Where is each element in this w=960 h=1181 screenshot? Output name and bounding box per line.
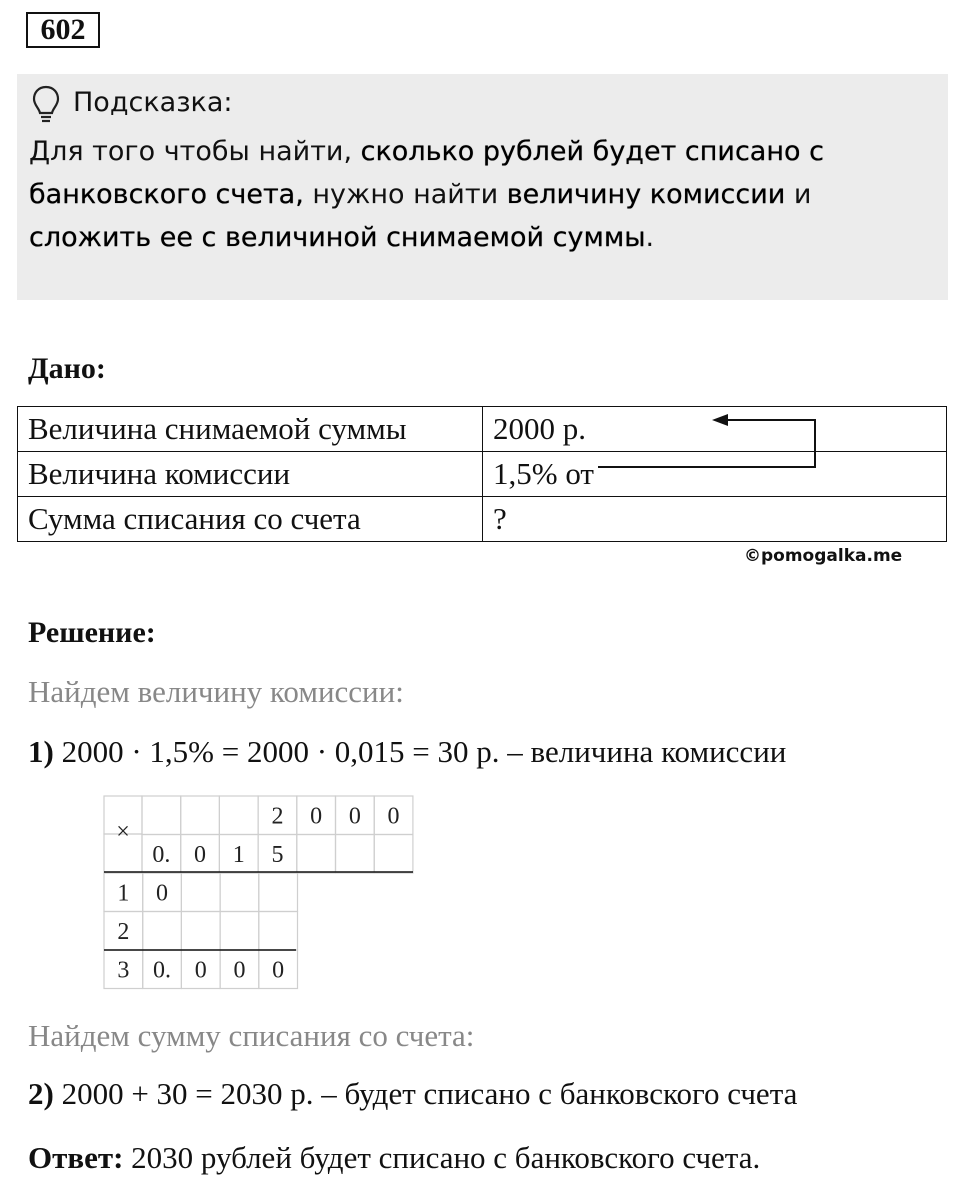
solution-note-2: Найдем сумму списания со счета: <box>28 1018 475 1053</box>
answer <box>28 1140 760 1176</box>
grid-digit: 5 <box>271 841 284 868</box>
hint-text: Для того чтобы найти, сколько рублей будет списано с банковского счета, нужно найти величину комиссии и сложить ее с величиной снимаемой суммы. <box>29 136 824 253</box>
grid-digit: 0 <box>387 803 400 830</box>
solution-step-1: 1) 2000 · 1,5% = 2000 · 0,015 = 30 р. – величина комиссии <box>28 734 787 769</box>
given-value: 2000 р. <box>483 407 947 452</box>
given-label: Величина комиссии <box>18 452 483 497</box>
grid-cell <box>181 873 220 912</box>
solution-step-2: 2) 2000 + 30 = 2030 р. – будет списано с банковского счета <box>28 1076 798 1111</box>
grid-digit: 0 <box>272 957 285 984</box>
answer-label: Ответ: <box>28 1140 124 1175</box>
given-label: Величина снимаемой суммы <box>18 407 483 452</box>
grid-cell <box>297 835 336 874</box>
given-value: 1,5% от <box>483 452 947 497</box>
task-number: 602 <box>26 12 100 48</box>
solution-note-1: Найдем величину комиссии: <box>28 674 404 709</box>
grid-digit: 0. <box>152 841 171 868</box>
grid-digit: 0 <box>348 803 361 830</box>
hint-emphasis-1: сколько рублей будет списано с банковского счета, <box>29 136 824 210</box>
hint-emphasis-3: сложить ее с величиной снимаемой суммы <box>29 222 646 253</box>
grid-digit: 0 <box>194 957 207 984</box>
given-value: ? <box>483 497 947 542</box>
given-title: Дано: <box>28 352 106 385</box>
grid-digit: 1 <box>232 841 245 868</box>
given-label: Сумма списания со счета <box>18 497 483 542</box>
multiply-sign: × <box>116 819 130 845</box>
grid-digit: 0 <box>310 803 323 830</box>
grid-digit: 1 <box>117 880 130 907</box>
grid-cell <box>142 796 181 835</box>
grid-digit: 0 <box>194 841 207 868</box>
grid-digit: 2 <box>271 803 284 830</box>
grid-cell <box>259 912 298 951</box>
grid-digit: 2 <box>117 918 130 945</box>
grid-cell <box>181 912 220 951</box>
copyright-watermark: ©pomogalka.me <box>744 546 903 566</box>
grid-cell <box>336 835 375 874</box>
answer-text: 2030 рублей будет списано с банковского счета. <box>123 1140 761 1175</box>
grid-cell <box>220 873 259 912</box>
grid-cell <box>259 873 298 912</box>
grid-digit: 3 <box>117 957 130 984</box>
solution-title: Решение: <box>28 616 156 649</box>
hint-title: Подсказка: <box>73 87 233 118</box>
hint-emphasis-2: величину комиссии <box>506 179 786 210</box>
grid-digit: 0 <box>233 957 246 984</box>
grid-cell <box>374 835 413 874</box>
grid-cell <box>219 796 258 835</box>
grid-cell <box>143 912 182 951</box>
grid-cell <box>181 796 220 835</box>
grid-digit: 0 <box>156 880 169 907</box>
grid-digit: 0. <box>153 957 172 984</box>
grid-cell <box>220 912 259 951</box>
